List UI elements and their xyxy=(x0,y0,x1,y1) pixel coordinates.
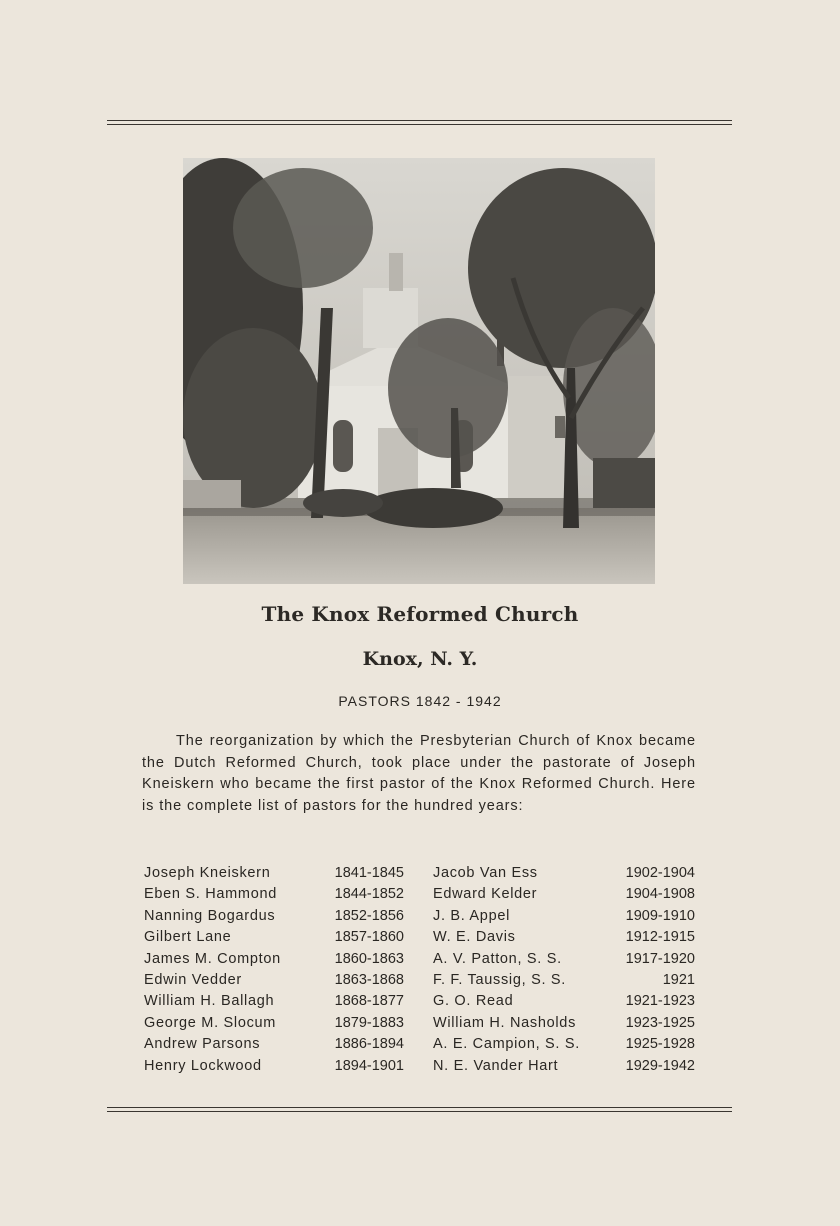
bottom-double-rule xyxy=(107,1107,732,1112)
pastor-name: Eben S. Hammond xyxy=(144,886,278,903)
pastor-name: Nanning Bogardus xyxy=(144,907,276,924)
pastor-row xyxy=(144,991,404,1012)
pastor-years: 1917-1920 xyxy=(625,950,695,967)
pastor-name: G. O. Read xyxy=(433,993,514,1010)
pastor-row xyxy=(433,970,695,991)
pastor-name: Edwin Vedder xyxy=(144,972,242,989)
pastor-name: Gilbert Lane xyxy=(144,929,232,946)
pastor-years: 1923-1925 xyxy=(625,1014,695,1031)
pastor-years: 1857-1860 xyxy=(334,929,404,946)
pastor-name: N. E. Vander Hart xyxy=(433,1057,559,1074)
pastor-name: William H. Nasholds xyxy=(433,1014,577,1031)
pastor-row xyxy=(144,863,404,884)
pastor-row xyxy=(433,884,695,905)
pastors-heading: PASTORS 1842 - 1942 xyxy=(338,693,502,709)
pastor-years: 1921-1923 xyxy=(625,993,695,1010)
pastor-years: 1904-1908 xyxy=(625,886,695,903)
pastor-years: 1912-1915 xyxy=(625,929,695,946)
pastor-years: 1925-1928 xyxy=(625,1036,695,1053)
pastor-name: Andrew Parsons xyxy=(144,1036,261,1053)
pastor-years: 1902-1904 xyxy=(625,865,695,881)
intro-text: The reorganization by which the Presbyterian Church of Knox became the Dutch Reformed Church, took place under the pastorate of Joseph Kneiskern who became the first pastor of the Knox Reformed Church. Here is the complete list of pastors for the hundred years: xyxy=(142,733,696,814)
pastor-list-right xyxy=(433,863,695,1077)
church-title: The Knox Reformed Church xyxy=(261,602,579,626)
pastor-years: 1863-1868 xyxy=(334,972,404,989)
pastor-name: W. E. Davis xyxy=(433,929,516,946)
pastor-row xyxy=(433,1034,695,1055)
intro-paragraph xyxy=(142,731,696,817)
pastor-row xyxy=(144,884,404,905)
pastor-years: 1894-1901 xyxy=(334,1057,404,1074)
pastor-row xyxy=(433,949,695,970)
pastor-name: James M. Compton xyxy=(144,950,281,967)
pastor-row xyxy=(144,1013,404,1034)
pastor-name: William H. Ballagh xyxy=(144,993,275,1010)
pastor-name: F. F. Taussig, S. S. xyxy=(433,972,567,989)
pastor-years: 1886-1894 xyxy=(334,1036,404,1053)
pastor-years: 1868-1877 xyxy=(334,993,404,1010)
pastor-years: 1879-1883 xyxy=(334,1014,404,1031)
pastor-row xyxy=(144,949,404,970)
pastor-list-left xyxy=(144,863,404,1077)
pastor-row xyxy=(433,1013,695,1034)
pastor-years: 1841-1845 xyxy=(334,865,404,881)
pastor-row xyxy=(144,1056,404,1077)
pastor-years: 1921 xyxy=(662,972,695,989)
pastor-row xyxy=(144,970,404,991)
pastor-name: J. B. Appel xyxy=(433,907,511,924)
pastor-row xyxy=(433,991,695,1012)
pastor-years: 1860-1863 xyxy=(334,950,404,967)
pastor-row xyxy=(144,906,404,927)
church-photo xyxy=(183,158,655,584)
pastor-name: Edward Kelder xyxy=(433,886,538,903)
pastor-name: George M. Slocum xyxy=(144,1014,277,1031)
pastor-name: Jacob Van Ess xyxy=(433,865,538,881)
pastor-years: 1909-1910 xyxy=(625,907,695,924)
pastor-row xyxy=(433,927,695,948)
pastor-years: 1844-1852 xyxy=(334,886,404,903)
pastor-years: 1852-1856 xyxy=(334,907,404,924)
pastor-years: 1929-1942 xyxy=(625,1057,695,1074)
pastor-name: Henry Lockwood xyxy=(144,1057,262,1074)
pastor-name: A. V. Patton, S. S. xyxy=(433,950,562,967)
pastor-row xyxy=(433,1056,695,1077)
church-location: Knox, N. Y. xyxy=(362,648,478,670)
top-double-rule xyxy=(107,120,732,125)
pastor-name: Joseph Kneiskern xyxy=(144,865,271,881)
pastor-row xyxy=(433,863,695,884)
pastor-row xyxy=(144,927,404,948)
pastor-row xyxy=(144,1034,404,1055)
pastor-row xyxy=(433,906,695,927)
pastor-name: A. E. Campion, S. S. xyxy=(433,1036,580,1053)
